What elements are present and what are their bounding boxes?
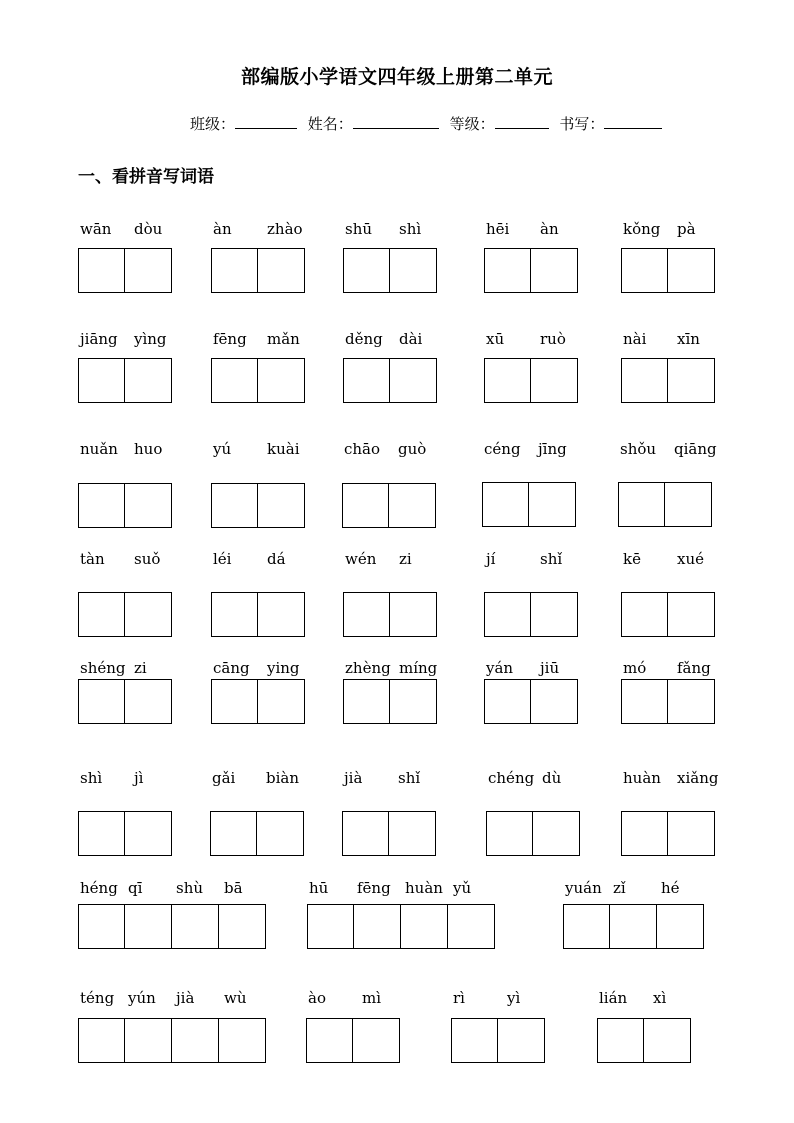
pinyin-syllable: biàn xyxy=(266,769,300,787)
character-box[interactable] xyxy=(219,1018,266,1063)
pinyin-syllable: pà xyxy=(677,220,696,238)
name-field[interactable] xyxy=(353,114,439,129)
character-box[interactable] xyxy=(657,904,704,949)
character-box[interactable] xyxy=(211,592,258,637)
pinyin-syllable: shì xyxy=(80,769,103,787)
pinyin-syllable: gǎi xyxy=(212,769,236,787)
character-boxes xyxy=(211,248,305,293)
character-boxes xyxy=(343,592,437,637)
character-box[interactable] xyxy=(484,358,531,403)
character-boxes xyxy=(486,811,580,856)
pinyin-syllable: dá xyxy=(267,550,286,568)
character-box[interactable] xyxy=(125,483,172,528)
pinyin-syllable: shǒu xyxy=(620,440,657,458)
character-box[interactable] xyxy=(258,358,305,403)
pinyin-syllable: mǎn xyxy=(267,330,300,348)
section-heading: 一、看拼音写词语 xyxy=(78,167,214,187)
pinyin-syllable: shū xyxy=(345,220,373,238)
pinyin-syllable: xué xyxy=(677,550,704,568)
character-boxes xyxy=(621,679,715,724)
pinyin-syllable: yuán xyxy=(565,879,602,897)
pinyin-syllable: zi xyxy=(134,659,147,677)
character-box[interactable] xyxy=(257,811,304,856)
pinyin-syllable: chéng xyxy=(488,769,535,787)
pinyin-syllable: jiāng xyxy=(80,330,118,348)
pinyin-syllable: yǔ xyxy=(453,879,472,897)
pinyin-syllable: àn xyxy=(213,220,232,238)
character-box[interactable] xyxy=(258,592,305,637)
character-boxes xyxy=(343,679,437,724)
character-boxes xyxy=(563,904,704,949)
character-box[interactable] xyxy=(484,679,531,724)
pinyin-syllable: xīn xyxy=(677,330,700,348)
pinyin-syllable: xiǎng xyxy=(677,769,719,787)
character-box[interactable] xyxy=(343,592,390,637)
grade-field[interactable] xyxy=(495,114,549,129)
pinyin-syllable: yún xyxy=(128,989,156,1007)
character-box[interactable] xyxy=(644,1018,691,1063)
character-box[interactable] xyxy=(342,483,389,528)
character-box[interactable] xyxy=(306,1018,353,1063)
character-box[interactable] xyxy=(668,811,715,856)
character-box[interactable] xyxy=(621,679,668,724)
character-boxes xyxy=(597,1018,691,1063)
pinyin-syllable: fēng xyxy=(213,330,247,348)
character-boxes xyxy=(343,358,437,403)
character-box[interactable] xyxy=(401,904,448,949)
pinyin-syllable: shéng xyxy=(80,659,126,677)
class-field[interactable] xyxy=(235,114,297,129)
character-boxes xyxy=(78,592,172,637)
character-boxes xyxy=(210,811,304,856)
name-label: 姓名： xyxy=(307,115,353,133)
character-box[interactable] xyxy=(668,358,715,403)
character-box[interactable] xyxy=(486,811,533,856)
character-box[interactable] xyxy=(597,1018,644,1063)
character-box[interactable] xyxy=(354,904,401,949)
character-boxes xyxy=(484,592,578,637)
character-box[interactable] xyxy=(668,248,715,293)
pinyin-syllable: zǐ xyxy=(613,879,626,897)
pinyin-syllable: yì xyxy=(507,989,521,1007)
pinyin-syllable: rì xyxy=(453,989,465,1007)
character-boxes xyxy=(342,811,436,856)
pinyin-syllable: qiāng xyxy=(674,440,717,458)
character-box[interactable] xyxy=(621,592,668,637)
pinyin-syllable: fēng xyxy=(357,879,391,897)
pinyin-syllable: shì xyxy=(399,220,422,238)
pinyin-syllable: hū xyxy=(309,879,329,897)
character-box[interactable] xyxy=(307,904,354,949)
pinyin-syllable: ào xyxy=(308,989,326,1007)
pinyin-syllable: hēi xyxy=(486,220,510,238)
character-box[interactable] xyxy=(618,482,665,527)
character-box[interactable] xyxy=(78,679,125,724)
character-boxes xyxy=(484,679,578,724)
character-boxes xyxy=(211,483,305,528)
character-boxes xyxy=(78,904,266,949)
character-boxes xyxy=(621,248,715,293)
pinyin-syllable: dòu xyxy=(134,220,163,238)
character-box[interactable] xyxy=(125,248,172,293)
pinyin-syllable: xì xyxy=(653,989,667,1007)
pinyin-syllable: huàn xyxy=(623,769,661,787)
character-boxes xyxy=(211,358,305,403)
pinyin-syllable: dù xyxy=(542,769,562,787)
pinyin-syllable: shǐ xyxy=(398,769,421,787)
character-box[interactable] xyxy=(210,811,257,856)
character-boxes xyxy=(618,482,712,527)
character-box[interactable] xyxy=(621,248,668,293)
character-boxes xyxy=(78,1018,266,1063)
pinyin-syllable: kuài xyxy=(267,440,300,458)
writing-label: 书写： xyxy=(559,115,605,133)
pinyin-syllable: qī xyxy=(128,879,143,897)
character-box[interactable] xyxy=(448,904,495,949)
character-box[interactable] xyxy=(484,592,531,637)
character-box[interactable] xyxy=(610,904,657,949)
pinyin-syllable: zhào xyxy=(267,220,303,238)
pinyin-syllable: míng xyxy=(399,659,438,677)
character-box[interactable] xyxy=(484,248,531,293)
character-boxes xyxy=(621,592,715,637)
character-box[interactable] xyxy=(451,1018,498,1063)
pinyin-syllable: nuǎn xyxy=(80,440,118,458)
character-box[interactable] xyxy=(390,248,437,293)
pinyin-syllable: mó xyxy=(623,659,647,677)
character-boxes xyxy=(307,904,495,949)
character-boxes xyxy=(343,248,437,293)
character-box[interactable] xyxy=(172,1018,219,1063)
character-box[interactable] xyxy=(668,592,715,637)
character-boxes xyxy=(78,679,172,724)
character-box[interactable] xyxy=(482,482,529,527)
character-boxes xyxy=(621,811,715,856)
character-boxes xyxy=(78,248,172,293)
character-box[interactable] xyxy=(531,248,578,293)
pinyin-syllable: lián xyxy=(599,989,628,1007)
character-box[interactable] xyxy=(343,358,390,403)
grade-label: 等级： xyxy=(449,115,495,133)
character-box[interactable] xyxy=(621,358,668,403)
pinyin-syllable: fǎng xyxy=(677,659,711,677)
character-box[interactable] xyxy=(125,592,172,637)
pinyin-syllable: léi xyxy=(213,550,232,568)
character-box[interactable] xyxy=(390,679,437,724)
character-box[interactable] xyxy=(342,811,389,856)
pinyin-syllable: dài xyxy=(399,330,423,348)
pinyin-syllable: àn xyxy=(540,220,559,238)
character-box[interactable] xyxy=(258,248,305,293)
pinyin-syllable: jiū xyxy=(540,659,560,677)
character-box[interactable] xyxy=(389,811,436,856)
pinyin-syllable: xū xyxy=(486,330,505,348)
character-box[interactable] xyxy=(219,904,266,949)
pinyin-syllable: ying xyxy=(267,659,300,677)
character-box[interactable] xyxy=(390,358,437,403)
pinyin-syllable: nài xyxy=(623,330,647,348)
student-info xyxy=(190,113,668,134)
pinyin-syllable: huàn xyxy=(405,879,443,897)
character-box[interactable] xyxy=(563,904,610,949)
pinyin-syllable: bā xyxy=(224,879,243,897)
character-box[interactable] xyxy=(211,679,258,724)
character-boxes xyxy=(484,248,578,293)
pinyin-syllable: shù xyxy=(176,879,204,897)
pinyin-syllable: suǒ xyxy=(134,550,161,568)
pinyin-syllable: kē xyxy=(623,550,641,568)
character-boxes xyxy=(342,483,436,528)
character-box[interactable] xyxy=(668,679,715,724)
pinyin-syllable: céng xyxy=(484,440,521,458)
pinyin-syllable: děng xyxy=(345,330,383,348)
pinyin-syllable: tàn xyxy=(80,550,105,568)
character-boxes xyxy=(482,482,576,527)
character-box[interactable] xyxy=(125,679,172,724)
pinyin-syllable: guò xyxy=(398,440,427,458)
pinyin-syllable: héng xyxy=(80,879,118,897)
pinyin-syllable: yú xyxy=(213,440,232,458)
pinyin-syllable: jí xyxy=(486,550,496,568)
character-box[interactable] xyxy=(343,679,390,724)
character-box[interactable] xyxy=(498,1018,545,1063)
writing-field[interactable] xyxy=(604,114,662,129)
character-box[interactable] xyxy=(78,358,125,403)
character-boxes xyxy=(621,358,715,403)
character-box[interactable] xyxy=(529,482,576,527)
pinyin-syllable: wù xyxy=(224,989,247,1007)
character-box[interactable] xyxy=(125,1018,172,1063)
character-box[interactable] xyxy=(621,811,668,856)
pinyin-syllable: jià xyxy=(344,769,363,787)
character-boxes xyxy=(306,1018,400,1063)
character-box[interactable] xyxy=(258,679,305,724)
pinyin-syllable: jīng xyxy=(538,440,567,458)
character-box[interactable] xyxy=(389,483,436,528)
pinyin-syllable: yán xyxy=(486,659,514,677)
page-title: 部编版小学语文四年级上册第二单元 xyxy=(240,66,553,88)
character-box[interactable] xyxy=(78,904,125,949)
character-boxes xyxy=(78,811,172,856)
pinyin-syllable: mì xyxy=(362,989,382,1007)
pinyin-syllable: jì xyxy=(134,769,144,787)
class-label: 班级： xyxy=(190,115,236,133)
character-box[interactable] xyxy=(125,358,172,403)
pinyin-syllable: chāo xyxy=(344,440,381,458)
pinyin-syllable: kǒng xyxy=(623,220,661,238)
character-boxes xyxy=(78,483,172,528)
character-boxes xyxy=(78,358,172,403)
character-box[interactable] xyxy=(78,1018,125,1063)
character-box[interactable] xyxy=(665,482,712,527)
character-box[interactable] xyxy=(533,811,580,856)
character-boxes xyxy=(211,679,305,724)
pinyin-syllable: wén xyxy=(345,550,377,568)
character-box[interactable] xyxy=(390,592,437,637)
character-box[interactable] xyxy=(172,904,219,949)
pinyin-syllable: cāng xyxy=(213,659,250,677)
character-box[interactable] xyxy=(125,904,172,949)
pinyin-syllable: zi xyxy=(399,550,412,568)
pinyin-syllable: hé xyxy=(661,879,680,897)
character-box[interactable] xyxy=(78,248,125,293)
character-box[interactable] xyxy=(343,248,390,293)
character-box[interactable] xyxy=(531,592,578,637)
character-box[interactable] xyxy=(211,483,258,528)
character-box[interactable] xyxy=(211,358,258,403)
character-boxes xyxy=(451,1018,545,1063)
character-box[interactable] xyxy=(78,592,125,637)
pinyin-syllable: ruò xyxy=(540,330,566,348)
character-box[interactable] xyxy=(78,811,125,856)
character-box[interactable] xyxy=(125,811,172,856)
character-boxes xyxy=(211,592,305,637)
character-box[interactable] xyxy=(211,248,258,293)
pinyin-syllable: téng xyxy=(80,989,115,1007)
character-boxes xyxy=(484,358,578,403)
character-box[interactable] xyxy=(78,483,125,528)
character-box[interactable] xyxy=(353,1018,400,1063)
pinyin-syllable: yìng xyxy=(134,330,167,348)
pinyin-syllable: shǐ xyxy=(540,550,563,568)
pinyin-syllable: jià xyxy=(176,989,195,1007)
pinyin-syllable: zhèng xyxy=(345,659,391,677)
character-box[interactable] xyxy=(531,679,578,724)
character-box[interactable] xyxy=(531,358,578,403)
character-box[interactable] xyxy=(258,483,305,528)
pinyin-syllable: huo xyxy=(134,440,163,458)
pinyin-syllable: wān xyxy=(80,220,112,238)
